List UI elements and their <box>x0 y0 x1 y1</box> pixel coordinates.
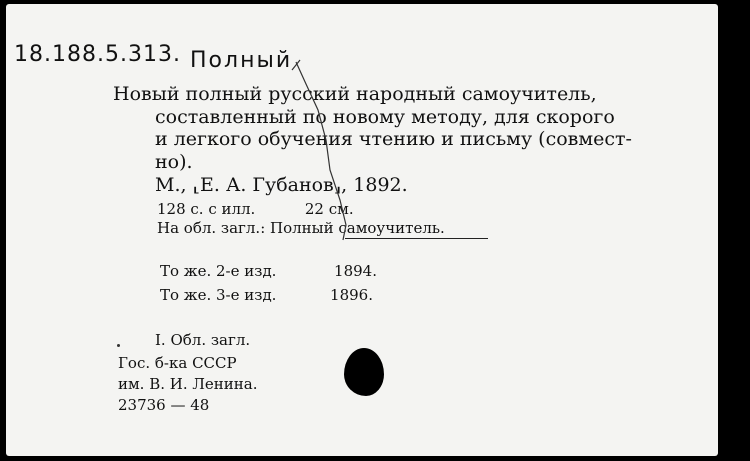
imprint-place: М., <box>155 174 187 196</box>
imprint-publisher-bracket-close: ⸥, <box>333 174 348 196</box>
title-line-4: но). <box>155 151 193 173</box>
holder-line-1: Гос. б-ка СССР <box>118 354 237 372</box>
card-number: 23736 — 48 <box>118 396 210 414</box>
imprint-publisher: Е. А. Губанов <box>200 174 334 196</box>
edition-year: 1894. <box>334 262 377 280</box>
collation-size: 22 см. <box>304 200 354 218</box>
title-line-2: составленный по новому методу, для скорого <box>155 106 615 128</box>
collation-pages: 128 с. с илл. <box>157 200 256 218</box>
edition-year: 1896. <box>330 286 373 304</box>
edition-label: То же. 2-е изд. <box>160 262 277 280</box>
tracing: I. Обл. загл. <box>155 331 251 349</box>
holder-line-2: им. В. И. Ленина. <box>118 375 258 393</box>
heading-word: Полный <box>190 48 293 73</box>
cover-title-note: На обл. загл.: Полный самоучитель. <box>157 219 445 237</box>
edition-label: То же. 3-е изд. <box>160 286 277 304</box>
title-line-1: Новый полный русский народный самоучитель, <box>113 83 597 105</box>
call-number: 18.188.5.313. <box>14 42 181 67</box>
imprint-year: 1892. <box>353 174 408 196</box>
imprint-publisher-bracket-open: ⸤ <box>192 174 201 196</box>
title-line-3: и легкого обучения чтению и письму (совмест- <box>155 128 632 150</box>
